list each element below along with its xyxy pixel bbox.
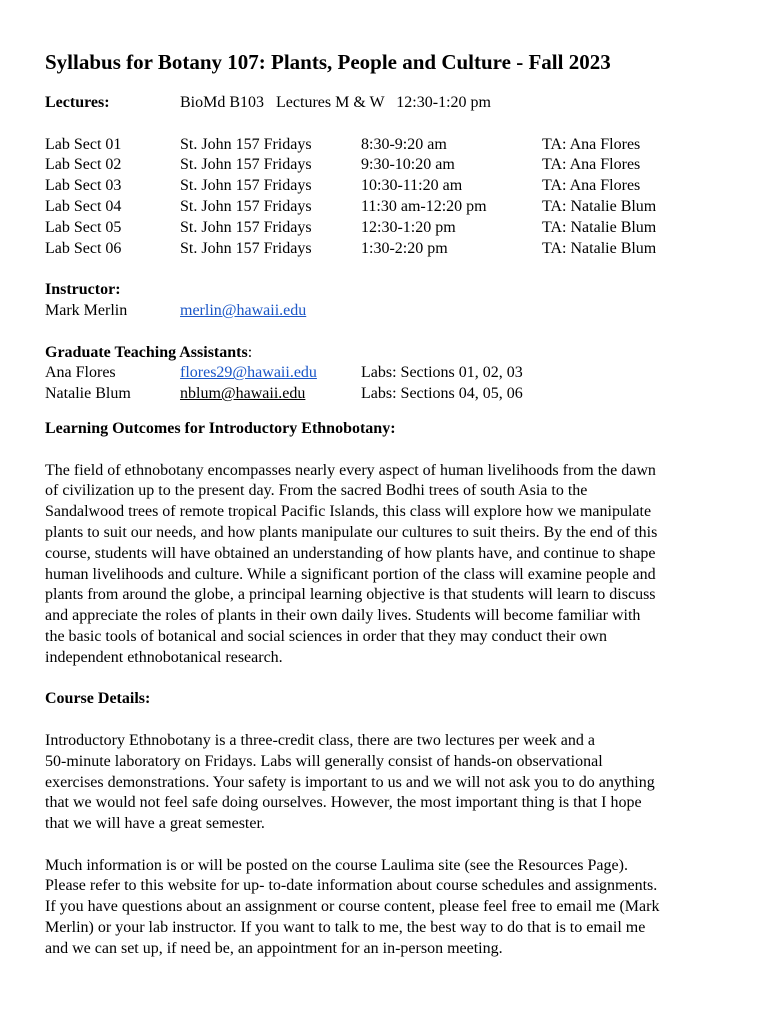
lab-section: Lab Sect 03 xyxy=(45,177,122,195)
ta-labs: Labs: Sections 01, 02, 03 xyxy=(361,364,523,382)
tas-label-colon: : xyxy=(247,343,253,361)
lectures-schedule: Lectures M & W 12:30-1:20 pm xyxy=(276,94,491,111)
lab-ta: TA: Ana Flores xyxy=(542,135,641,153)
lab-time: 8:30-9:20 am xyxy=(361,135,447,153)
lab-ta: TA: Ana Flores xyxy=(542,156,641,174)
page-title: Syllabus for Botany 107: Plants, People and Culture - Fall 2023 xyxy=(45,50,611,74)
ta-email-link[interactable]: nblum@hawaii.edu xyxy=(180,385,306,403)
lab-section: Lab Sect 04 xyxy=(45,197,122,215)
lab-section: Lab Sect 02 xyxy=(45,156,122,174)
syllabus-page xyxy=(45,48,730,960)
ta-row xyxy=(45,384,730,405)
lectures-location xyxy=(180,93,491,114)
lab-place: St. John 157 Fridays xyxy=(180,177,312,195)
lab-place: St. John 157 Fridays xyxy=(180,218,312,236)
course-details-paragraph-2: Much information is or will be posted on the course Laulima site (see the Resources Page). Please refer to this website for up- to-date information about course schedules and assignments. If you have questions about an assignment or course content, please feel free to email me (Mark Merlin) or your lab instructor. If you want to talk to me, the best way to do that is to email me and we can set up, if need be, an appointment for an in-person meeting. xyxy=(45,856,660,957)
table-row xyxy=(45,239,730,260)
tas-label: Graduate Teaching Assistants xyxy=(45,343,248,361)
lab-time: 11:30 am-12:20 pm xyxy=(361,197,487,215)
lab-time: 1:30-2:20 pm xyxy=(361,239,448,257)
lab-section: Lab Sect 01 xyxy=(45,135,122,153)
lectures-room: BioMd B103 xyxy=(180,94,265,111)
lab-ta: TA: Natalie Blum xyxy=(542,197,657,215)
lab-time: 12:30-1:20 pm xyxy=(361,218,456,236)
course-details-heading: Course Details: xyxy=(45,690,151,708)
learning-outcomes-heading: Learning Outcomes for Introductory Ethnobotany: xyxy=(45,419,396,437)
lectures-label: Lectures: xyxy=(45,94,110,111)
tas-heading-row xyxy=(45,343,730,364)
lab-ta: TA: Ana Flores xyxy=(542,177,641,195)
lab-ta: TA: Natalie Blum xyxy=(542,239,657,257)
table-row xyxy=(45,218,730,239)
lectures-row xyxy=(45,93,730,114)
instructor-label: Instructor: xyxy=(45,281,121,299)
table-row xyxy=(45,155,730,176)
instructor-name: Mark Merlin xyxy=(45,301,128,319)
lab-section: Lab Sect 06 xyxy=(45,239,122,257)
ta-name: Ana Flores xyxy=(45,364,116,382)
lab-place: St. John 157 Fridays xyxy=(180,197,312,215)
lab-sections-table xyxy=(45,135,730,260)
instructor-heading-row xyxy=(45,280,730,301)
tas-heading xyxy=(45,343,252,364)
course-details-paragraph-1: Introductory Ethnobotany is a three-credit class, there are two lectures per week and a 50-minute laboratory on Fridays. Labs will generally consist of hands-on observational exercises demonstrations. Your safety is important to us and we will not ask you to do anything that we would not feel safe doing ourselves. However, the most important thing is that I hope that we will have a great semester. xyxy=(45,731,655,833)
instructor-row xyxy=(45,301,730,322)
ta-labs: Labs: Sections 04, 05, 06 xyxy=(361,385,523,403)
lab-time: 9:30-10:20 am xyxy=(361,156,455,174)
ta-name: Natalie Blum xyxy=(45,385,131,403)
table-row xyxy=(45,197,730,218)
lab-place: St. John 157 Fridays xyxy=(180,135,312,153)
lab-section: Lab Sect 05 xyxy=(45,218,122,236)
lab-place: St. John 157 Fridays xyxy=(180,239,312,257)
learning-outcomes-text: The field of ethnobotany encompasses nearly every aspect of human livelihoods from the dawn of civilization up to the present day. From the sacred Bodhi trees of south Asia to the Sandalwood trees of remote tropical Pacific Islands, this class will explore how we manipulate plants to suit our needs, and how plants manipulate our cultures to suit theirs. By the end of this course, students will have obtained an understanding of how plants have, and continue to shape human livelihoods and culture. While a significant portion of the class will examine people and plants from around the globe, a principal learning objective is that students will learn to discuss and appreciate the roles of plants in their own daily lives. Students will become familiar with the basic tools of botanical and social sciences in order that they may conduct their own independent ethnobotanical research. xyxy=(45,461,658,666)
ta-email-link[interactable]: flores29@hawaii.edu xyxy=(180,364,317,382)
lab-time: 10:30-11:20 am xyxy=(361,177,463,195)
table-row xyxy=(45,135,730,156)
instructor-email-link[interactable]: merlin@hawaii.edu xyxy=(180,301,307,319)
lab-place: St. John 157 Fridays xyxy=(180,156,312,174)
table-row xyxy=(45,176,730,197)
lab-ta: TA: Natalie Blum xyxy=(542,218,657,236)
ta-row xyxy=(45,363,730,384)
